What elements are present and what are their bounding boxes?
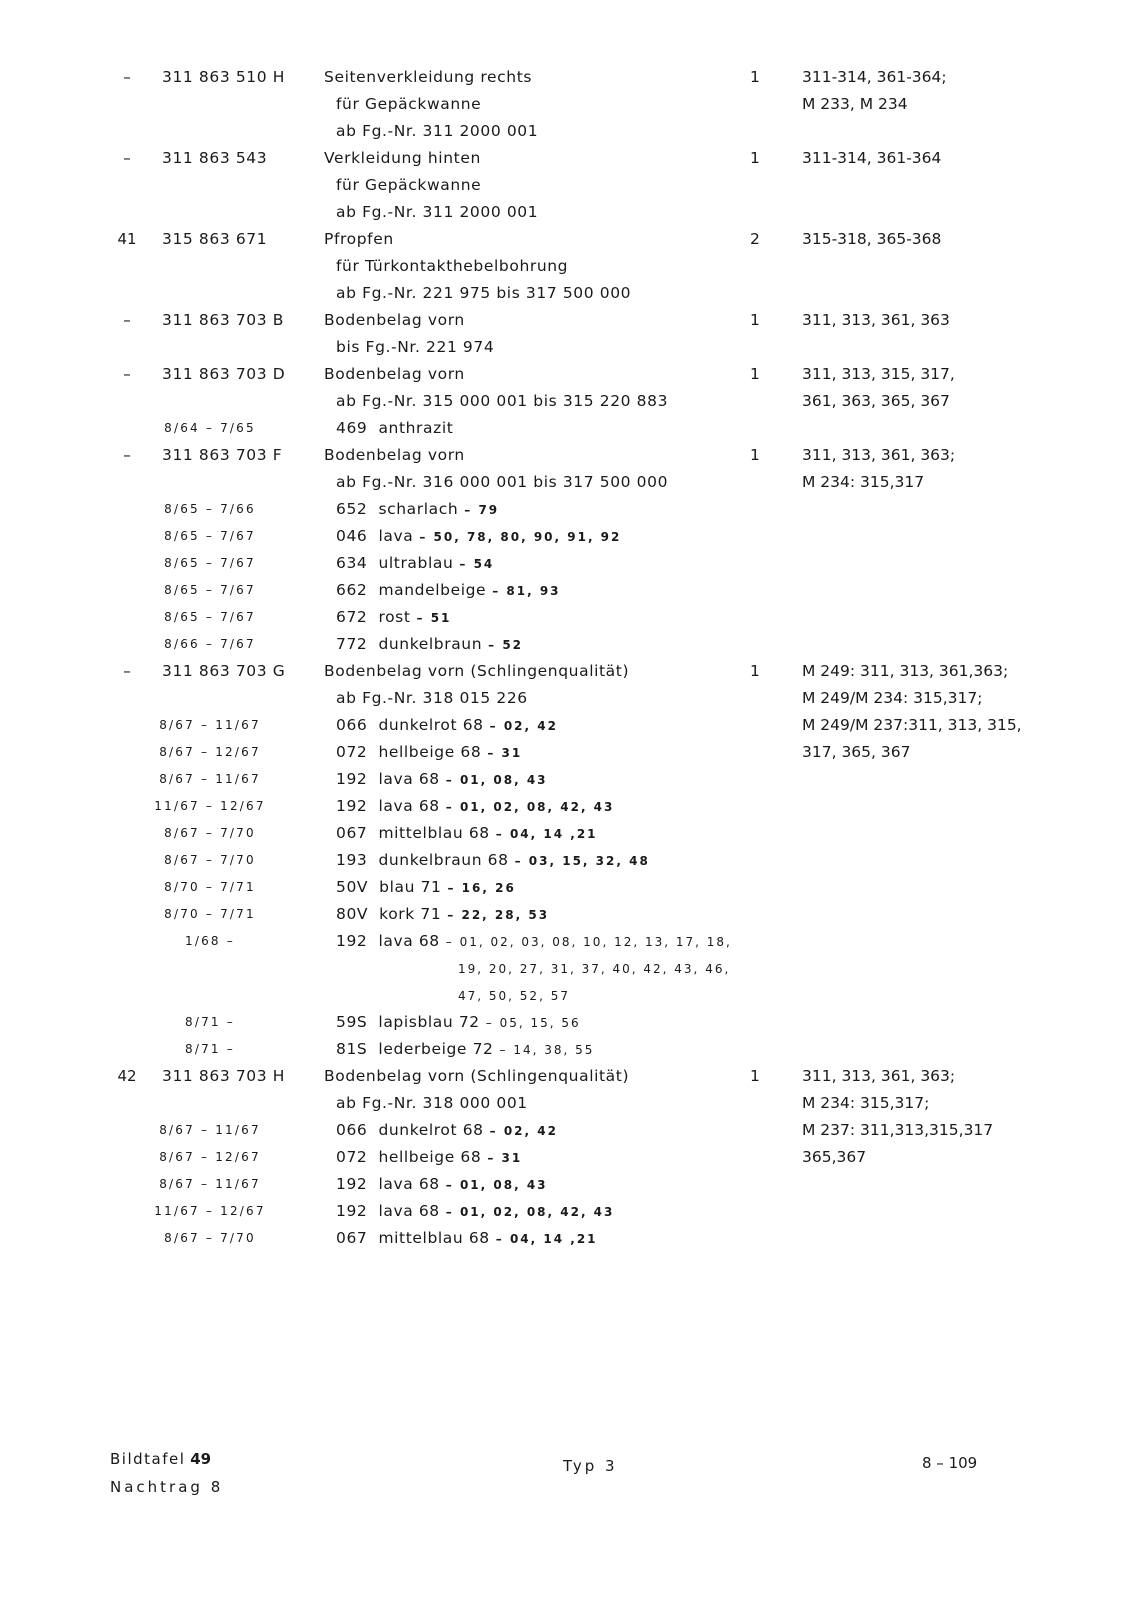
part-number: 311 863 703 F	[162, 446, 283, 464]
table-row	[0, 334, 1141, 361]
description	[336, 469, 668, 496]
description-text: ab Fg.-Nr. 311 2000 001	[336, 122, 539, 140]
applicable-models: M 234: 315,317;	[802, 1094, 930, 1112]
table-row	[0, 1063, 1141, 1090]
description-text: Bodenbelag vorn	[324, 446, 465, 464]
applicable-models: 317, 365, 367	[802, 743, 911, 761]
description	[336, 118, 538, 145]
table-row	[0, 496, 1141, 523]
validity-date: 8/67 – 11/67	[159, 718, 261, 732]
validity-date: 8/65 – 7/67	[164, 556, 256, 570]
model-codes: – 51	[416, 611, 452, 625]
table-row	[0, 253, 1141, 280]
position-number: –	[123, 365, 131, 383]
description	[324, 442, 465, 469]
model-codes: – 02, 42	[489, 1124, 558, 1138]
quantity: 1	[750, 149, 760, 167]
description-text: Seitenverkleidung rechts	[324, 68, 533, 86]
description-text: 192 lava 68	[336, 932, 440, 950]
validity-date: 11/67 – 12/67	[154, 799, 266, 813]
model-codes: – 22, 28, 53	[447, 908, 550, 922]
validity-date: 1/68 –	[185, 934, 235, 948]
description	[336, 928, 732, 956]
description	[324, 64, 532, 91]
description	[336, 199, 538, 226]
model-codes: – 05, 15, 56	[485, 1016, 581, 1030]
description	[336, 550, 494, 578]
description	[336, 631, 523, 659]
position-number: 42	[117, 1067, 137, 1085]
table-row	[0, 1036, 1141, 1063]
validity-date: 8/67 – 7/70	[164, 853, 256, 867]
model-codes: – 01, 02, 03, 08, 10, 12, 13, 17, 18,	[445, 935, 732, 949]
validity-date: 8/71 –	[185, 1015, 235, 1029]
description	[324, 307, 465, 334]
validity-date: 11/67 – 12/67	[154, 1204, 266, 1218]
table-row	[0, 928, 1141, 955]
description	[336, 388, 668, 415]
table-row	[0, 1090, 1141, 1117]
validity-date: 8/65 – 7/67	[164, 529, 256, 543]
table-row	[0, 280, 1141, 307]
description-text: Verkleidung hinten	[324, 149, 481, 167]
description-text: ab Fg.-Nr. 221 975 bis 317 500 000	[336, 284, 632, 302]
model-codes: – 52	[488, 638, 524, 652]
model-codes: – 01, 08, 43	[445, 773, 548, 787]
model-codes: – 04, 14 ,21	[495, 827, 598, 841]
applicable-models: 311, 313, 361, 363	[802, 311, 950, 329]
applicable-models: M 233, M 234	[802, 95, 908, 113]
description	[336, 523, 621, 551]
description-text: 59S lapisblau 72	[336, 1013, 480, 1031]
quantity: 1	[750, 446, 760, 464]
model-codes: – 54	[459, 557, 495, 571]
table-row	[0, 793, 1141, 820]
validity-date: 8/67 – 11/67	[159, 772, 261, 786]
plate-number: 49	[190, 1450, 212, 1468]
part-number: 311 863 543	[162, 149, 268, 167]
table-row	[0, 712, 1141, 739]
model-codes: – 04, 14 ,21	[495, 1232, 598, 1246]
table-row	[0, 469, 1141, 496]
quantity: 1	[750, 311, 760, 329]
model-codes: – 14, 38, 55	[499, 1043, 595, 1057]
description-text: 50V blau 71	[336, 878, 442, 896]
table-row	[0, 1171, 1141, 1198]
description	[324, 361, 465, 388]
description	[458, 982, 570, 1010]
applicable-models: 311, 313, 315, 317,	[802, 365, 955, 383]
model-codes: – 50, 78, 80, 90, 91, 92	[419, 530, 622, 544]
applicable-models: 315-318, 365-368	[802, 230, 942, 248]
applicable-models: 311, 313, 361, 363;	[802, 1067, 956, 1085]
model-codes: – 01, 02, 08, 42, 43	[445, 1205, 615, 1219]
description	[336, 577, 561, 605]
applicable-models: M 249: 311, 313, 361,363;	[802, 662, 1009, 680]
table-row	[0, 1225, 1141, 1252]
part-number: 311 863 703 G	[162, 662, 286, 680]
position-number: –	[123, 149, 131, 167]
description	[336, 172, 481, 199]
model-codes: – 81, 93	[492, 584, 561, 598]
description	[324, 145, 481, 172]
description	[336, 1225, 598, 1253]
model-codes: – 79	[464, 503, 500, 517]
table-row	[0, 442, 1141, 469]
page-number: 8 – 109	[922, 1454, 978, 1472]
applicable-models: M 237: 311,313,315,317	[802, 1121, 994, 1139]
description	[336, 712, 558, 740]
description-text: 046 lava	[336, 527, 414, 545]
description	[336, 496, 499, 524]
model-codes: 19, 20, 27, 31, 37, 40, 42, 43, 46,	[458, 962, 731, 976]
validity-date: 8/65 – 7/67	[164, 610, 256, 624]
description	[336, 685, 528, 712]
applicable-models: M 234: 315,317	[802, 473, 925, 491]
table-row	[0, 982, 1141, 1009]
part-number: 311 863 703 D	[162, 365, 286, 383]
table-row	[0, 685, 1141, 712]
description	[336, 334, 494, 361]
model-codes: – 16, 26	[447, 881, 516, 895]
description	[336, 253, 568, 280]
validity-date: 8/70 – 7/71	[164, 880, 256, 894]
model-codes: – 01, 02, 08, 42, 43	[445, 800, 615, 814]
description	[336, 766, 548, 794]
description-text: 192 lava 68	[336, 1202, 440, 1220]
quantity: 2	[750, 230, 760, 248]
validity-date: 8/67 – 7/70	[164, 1231, 256, 1245]
position-number: –	[123, 446, 131, 464]
description	[336, 901, 549, 929]
description-text: 80V kork 71	[336, 905, 442, 923]
table-row	[0, 199, 1141, 226]
table-row	[0, 901, 1141, 928]
quantity: 1	[750, 68, 760, 86]
model-codes: – 02, 42	[489, 719, 558, 733]
validity-date: 8/70 – 7/71	[164, 907, 256, 921]
description-text: Pfropfen	[324, 230, 394, 248]
description	[336, 280, 631, 307]
table-row	[0, 658, 1141, 685]
description-text: 067 mittelblau 68	[336, 1229, 490, 1247]
description	[458, 955, 730, 983]
description-text: für Gepäckwanne	[336, 95, 482, 113]
table-row	[0, 1144, 1141, 1171]
description	[324, 1063, 629, 1090]
quantity: 1	[750, 365, 760, 383]
description-text: 672 rost	[336, 608, 411, 626]
applicable-models: 361, 363, 365, 367	[802, 392, 950, 410]
description-text: 067 mittelblau 68	[336, 824, 490, 842]
plate-reference	[110, 1450, 211, 1468]
validity-date: 8/67 – 11/67	[159, 1123, 261, 1137]
part-number: 311 863 510 H	[162, 68, 285, 86]
table-row	[0, 523, 1141, 550]
table-row	[0, 1009, 1141, 1036]
table-row	[0, 91, 1141, 118]
description	[336, 1171, 548, 1199]
description	[336, 604, 451, 632]
validity-date: 8/65 – 7/67	[164, 583, 256, 597]
description-text: 662 mandelbeige	[336, 581, 487, 599]
description	[336, 1117, 558, 1145]
description-text: 193 dunkelbraun 68	[336, 851, 509, 869]
position-number: –	[123, 68, 131, 86]
validity-date: 8/67 – 11/67	[159, 1177, 261, 1191]
position-number: –	[123, 311, 131, 329]
validity-date: 8/71 –	[185, 1042, 235, 1056]
description-text: bis Fg.-Nr. 221 974	[336, 338, 495, 356]
description-text: ab Fg.-Nr. 311 2000 001	[336, 203, 539, 221]
validity-date: 8/67 – 7/70	[164, 826, 256, 840]
part-number: 311 863 703 B	[162, 311, 284, 329]
description-text: ab Fg.-Nr. 316 000 001 bis 317 500 000	[336, 473, 669, 491]
table-row	[0, 361, 1141, 388]
position-number: –	[123, 662, 131, 680]
position-number: 41	[117, 230, 137, 248]
table-row	[0, 64, 1141, 91]
description-text: 652 scharlach	[336, 500, 459, 518]
description-text: 192 lava 68	[336, 1175, 440, 1193]
model-codes: – 01, 08, 43	[445, 1178, 548, 1192]
applicable-models: 365,367	[802, 1148, 867, 1166]
applicable-models: 311-314, 361-364;	[802, 68, 947, 86]
description	[336, 1198, 614, 1226]
table-row	[0, 847, 1141, 874]
table-row	[0, 955, 1141, 982]
description-text: 469 anthrazit	[336, 419, 454, 437]
description	[336, 415, 453, 442]
applicable-models: M 249/M 237:311, 313, 315,	[802, 716, 1022, 734]
description-text: 634 ultrablau	[336, 554, 454, 572]
validity-date: 8/66 – 7/67	[164, 637, 256, 651]
quantity: 1	[750, 1067, 760, 1085]
description-text: für Gepäckwanne	[336, 176, 482, 194]
description	[336, 91, 481, 118]
description	[336, 820, 598, 848]
table-row	[0, 739, 1141, 766]
model-codes: – 03, 15, 32, 48	[514, 854, 650, 868]
table-row	[0, 874, 1141, 901]
supplement-label: Nachtrag 8	[110, 1478, 224, 1496]
validity-date: 8/67 – 12/67	[159, 1150, 261, 1164]
description-text: 192 lava 68	[336, 770, 440, 788]
validity-date: 8/67 – 12/67	[159, 745, 261, 759]
description-text: 072 hellbeige 68	[336, 1148, 482, 1166]
description	[336, 1090, 528, 1117]
description	[336, 1009, 581, 1037]
description-text: 192 lava 68	[336, 797, 440, 815]
description	[324, 658, 629, 685]
table-row	[0, 388, 1141, 415]
description-text: Bodenbelag vorn (Schlingenqualität)	[324, 1067, 630, 1085]
validity-date: 8/65 – 7/66	[164, 502, 256, 516]
description	[336, 739, 522, 767]
description-text: 072 hellbeige 68	[336, 743, 482, 761]
table-row	[0, 604, 1141, 631]
description	[336, 847, 650, 875]
table-row	[0, 1198, 1141, 1225]
table-row	[0, 415, 1141, 442]
description-text: ab Fg.-Nr. 318 015 226	[336, 689, 528, 707]
description-text: ab Fg.-Nr. 315 000 001 bis 315 220 883	[336, 392, 669, 410]
table-row	[0, 226, 1141, 253]
table-row	[0, 820, 1141, 847]
description-text: 81S lederbeige 72	[336, 1040, 494, 1058]
description	[324, 226, 394, 253]
applicable-models: 311, 313, 361, 363;	[802, 446, 956, 464]
part-number: 315 863 671	[162, 230, 268, 248]
description	[336, 1144, 522, 1172]
quantity: 1	[750, 662, 760, 680]
table-row	[0, 1117, 1141, 1144]
plate-label: Bildtafel	[110, 1450, 186, 1468]
table-row	[0, 172, 1141, 199]
description-text: Bodenbelag vorn	[324, 311, 465, 329]
applicable-models: 311-314, 361-364	[802, 149, 942, 167]
table-row	[0, 118, 1141, 145]
applicable-models: M 249/M 234: 315,317;	[802, 689, 983, 707]
table-row	[0, 631, 1141, 658]
validity-date: 8/64 – 7/65	[164, 421, 256, 435]
type-label: Typ 3	[563, 1457, 618, 1475]
model-codes: 47, 50, 52, 57	[458, 989, 570, 1003]
table-row	[0, 577, 1141, 604]
description-text: Bodenbelag vorn	[324, 365, 465, 383]
description-text: für Türkontakthebelbohrung	[336, 257, 569, 275]
description-text: 066 dunkelrot 68	[336, 716, 484, 734]
description-text: 066 dunkelrot 68	[336, 1121, 484, 1139]
description-text: ab Fg.-Nr. 318 000 001	[336, 1094, 528, 1112]
model-codes: – 31	[487, 1151, 523, 1165]
description	[336, 793, 614, 821]
model-codes: – 31	[487, 746, 523, 760]
description-text: 772 dunkelbraun	[336, 635, 483, 653]
description	[336, 874, 516, 902]
table-row	[0, 766, 1141, 793]
table-row	[0, 550, 1141, 577]
table-row	[0, 145, 1141, 172]
description	[336, 1036, 594, 1064]
description-text: Bodenbelag vorn (Schlingenqualität)	[324, 662, 630, 680]
part-number: 311 863 703 H	[162, 1067, 285, 1085]
table-row	[0, 307, 1141, 334]
